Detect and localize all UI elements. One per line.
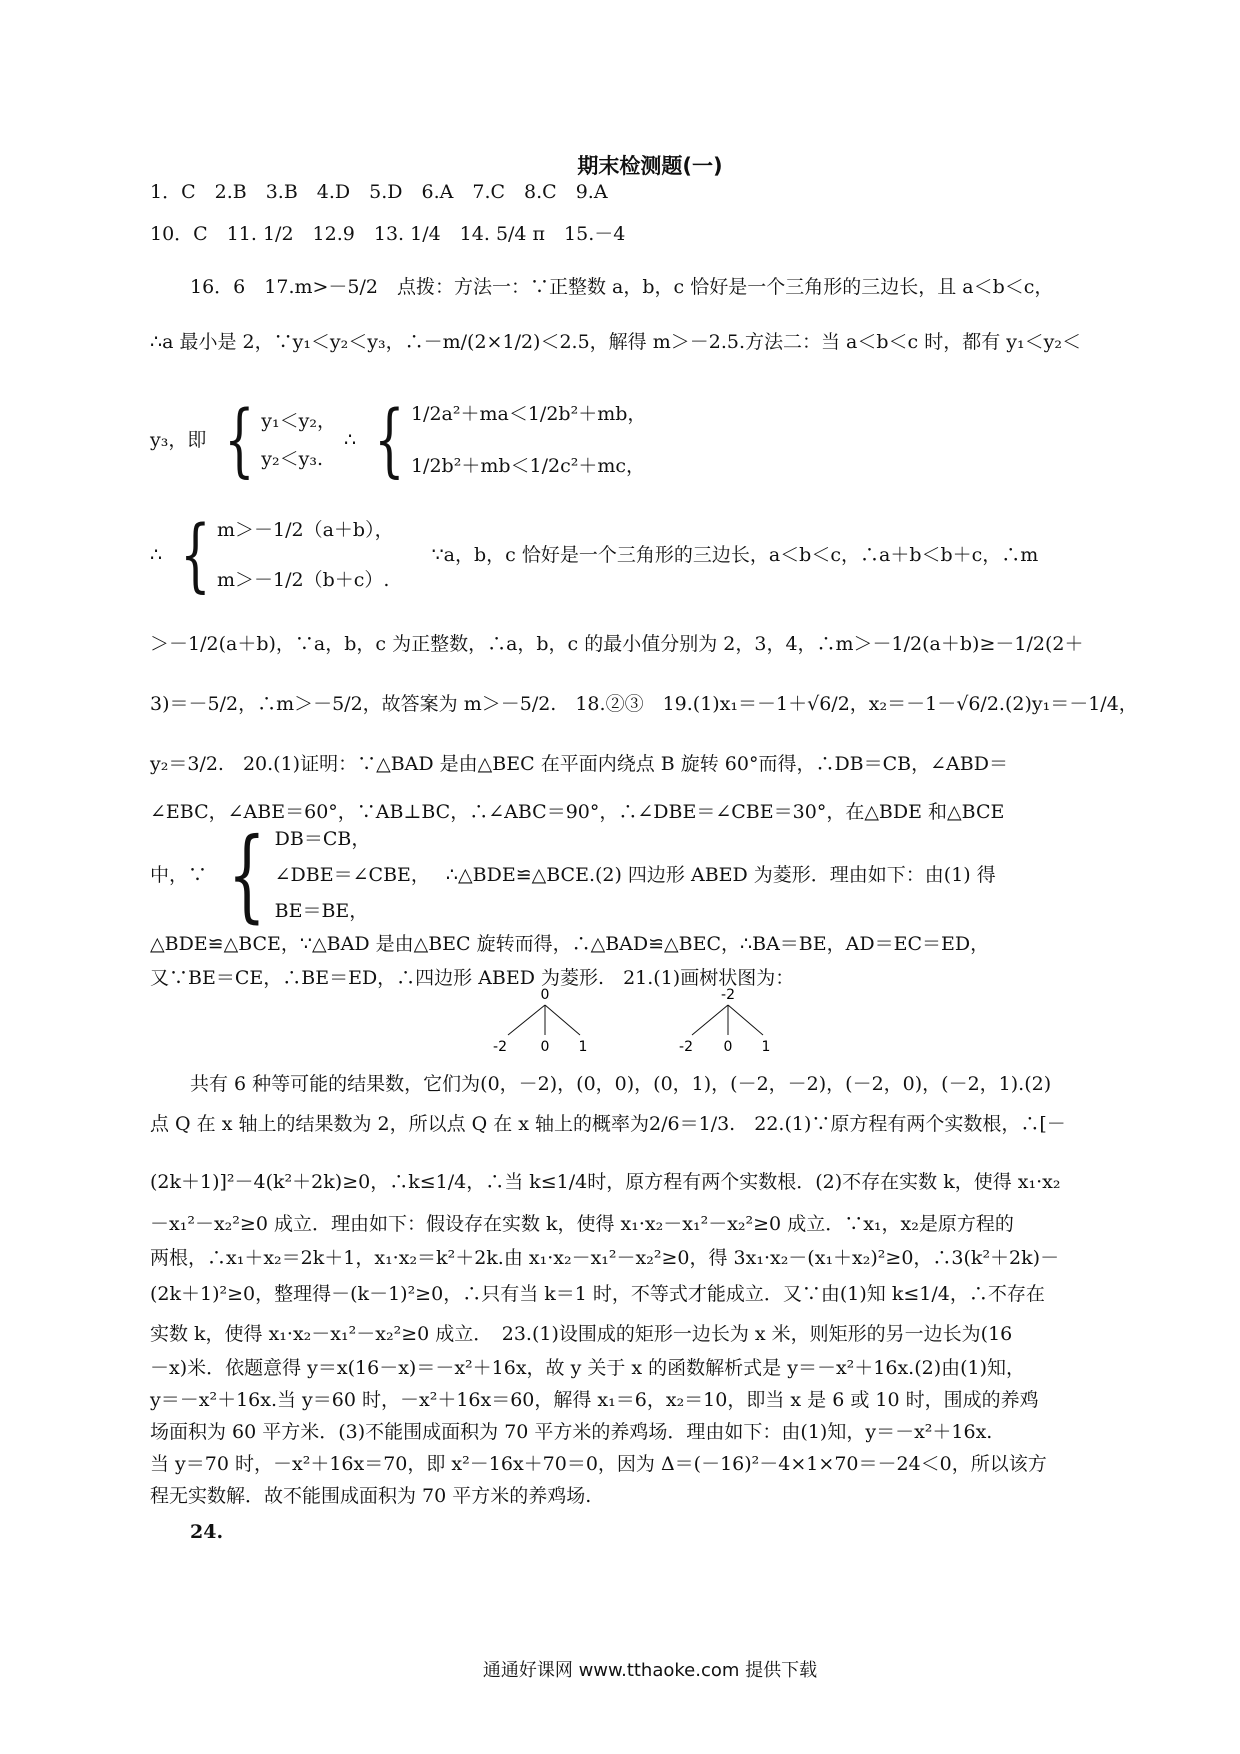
q20-line-3-prefix: 中，∵ — [150, 864, 208, 886]
q16-line-4-prefix: ∴ — [150, 544, 163, 566]
case-line: m＞－1/2（a＋b）， — [217, 519, 394, 541]
case-line: m＞－1/2（b＋c）. — [217, 569, 390, 591]
q16-line-2: ∴a 最小是 2，∵y₁＜y₂＜y₃，∴－m/(2×1/2)＜2.5，解得 m＞－2.5.方法二：当 a＜b＜c 时，都有 y₁＜y₂＜ — [150, 331, 1081, 353]
case-line: 1/2a²＋ma＜1/2b²＋mb， — [410, 403, 647, 425]
tree-diagram-1 — [480, 985, 610, 1055]
q16-line-3-prefix: y₃，即 — [150, 429, 207, 451]
q16-line-3-therefore: ∴ — [343, 429, 357, 451]
tree-diagram-2 — [670, 985, 790, 1055]
tree-leaf: 1 — [578, 1039, 588, 1055]
tree-root: -2 — [721, 987, 735, 1003]
left-brace-icon: { — [224, 393, 256, 486]
left-brace-icon: { — [180, 508, 211, 601]
case-line: ∠DBE＝∠CBE， — [274, 864, 430, 886]
q22-line-2: －x₁²－x₂²≥0 成立．理由如下：假设存在实数 k，使得 x₁·x₂－x₁²－x₂²≥0 成立．∵x₁，x₂是原方程的 — [150, 1213, 1014, 1235]
q23-line-1: －x)米．依题意得 y＝x(16－x)＝－x²＋16x，故 y 关于 x 的函数解析式是 y＝－x²＋16x.(2)由(1)知， — [150, 1357, 1026, 1379]
q23-line-5: 程无实数解．故不能围成面积为 70 平方米的养鸡场. — [150, 1485, 592, 1507]
case-group-4 — [215, 816, 430, 933]
q22-line-4: (2k＋1)²≥0，整理得－(k－1)²≥0，∴只有当 k＝1 时，不等式才能成立．又∵由(1)知 k≤1/4，∴不存在 — [150, 1283, 1045, 1305]
case-group-2 — [364, 393, 647, 486]
left-brace-icon: { — [227, 816, 266, 933]
q16-line-3 — [150, 390, 1095, 490]
tree-root: 0 — [540, 987, 550, 1003]
q22-line-5: 实数 k，使得 x₁·x₂－x₁²－x₂²≥0 成立． 23.(1)设围成的矩形一边长为 x 米，则矩形的另一边长为(16 — [150, 1323, 1013, 1345]
case-line: y₁＜y₂， — [261, 410, 336, 432]
q21-line-2: 点 Q 在 x 轴上的结果数为 2，所以点 Q 在 x 轴上的概率为2/6＝1/3. 22.(1)∵原方程有两个实数根，∴[－ — [150, 1113, 1066, 1135]
case-line: BE＝BE， — [274, 900, 369, 922]
case-line: y₂＜y₃. — [261, 448, 324, 470]
tree-leaf: 1 — [761, 1039, 771, 1055]
q16-line-4-text: ∵a，b，c 恰好是一个三角形的三边长，a＜b＜c，∴a＋b＜b＋c，∴m — [431, 544, 1039, 566]
q16-line-5: ＞－1/2(a＋b)，∵a，b，c 为正整数，∴a，b，c 的最小值分别为 2，3，4，∴m＞－1/2(a＋b)≥－1/2(2＋ — [150, 633, 1084, 655]
q22-line-3: 两根，∴x₁＋x₂＝2k＋1，x₁·x₂＝k²＋2k.由 x₁·x₂－x₁²－x₂²≥0，得 3x₁·x₂－(x₁＋x₂)²≥0，∴3(k²＋2k)－ — [150, 1247, 1060, 1269]
tree-leaf: 0 — [540, 1039, 550, 1055]
q23-line-3: 场面积为 60 平方米．(3)不能围成面积为 70 平方米的养鸡场．理由如下：由(1)知，y＝－x²＋16x. — [150, 1421, 993, 1443]
case-line: DB＝CB， — [274, 828, 371, 850]
q16-line-6: 3)＝－5/2，∴m＞－5/2，故答案为 m＞－5/2. 18.②③ 19.(1)x₁＝－1＋√6/2，x₂＝－1－√6/2.(2)y₁＝－1/4， — [150, 693, 1138, 715]
q21-line-1: 共有 6 种等可能的结果数，它们为(0，－2)，(0，0)，(0，1)，(－2，－2)，(－2，0)，(－2，1).(2) — [190, 1073, 1052, 1095]
q20-line-1: y₂＝3/2. 20.(1)证明：∵△BAD 是由△BEC 在平面内绕点 B 旋转 60°而得，∴DB＝CB，∠ABD＝ — [150, 753, 1008, 775]
q20-line-3 — [150, 816, 1095, 933]
left-brace-icon: { — [374, 393, 405, 486]
footer-source: 通通好课网 www.tthaoke.com 提供下载 — [482, 1660, 818, 1681]
tree-leaf: -2 — [493, 1039, 507, 1055]
q23-line-2: y＝－x²＋16x.当 y＝60 时，－x²＋16x＝60，解得 x₁＝6，x₂＝10，即当 x 是 6 或 10 时，围成的养鸡 — [150, 1389, 1039, 1411]
q20-line-4: △BDE≌△BCE，∵△BAD 是由△BEC 旋转而得，∴△BAD≌△BEC，∴BA＝BE，AD＝EC＝ED， — [150, 933, 990, 955]
answers-line-1: 1．C 2.B 3.B 4.D 5.D 6.A 7.C 8.C 9.A — [150, 181, 608, 203]
q20-line-5: 又∵BE＝CE，∴BE＝ED，∴四边形 ABED 为菱形. 21.(1)画树状图为： — [150, 967, 795, 989]
q16-line-4 — [150, 510, 1095, 600]
page-title: 期末检测题(一) — [577, 154, 723, 178]
q24-label: 24. — [190, 1521, 224, 1543]
case-group-3 — [170, 508, 394, 601]
answers-line-2: 10．C 11. 1/2 12.9 13. 1/4 14. 5/4 π 15.－4 — [150, 223, 626, 245]
case-group-1 — [214, 393, 336, 486]
q23-line-4: 当 y＝70 时，－x²＋16x＝70，即 x²－16x＋70＝0，因为 Δ＝(－16)²－4×1×70＝－24＜0，所以该方 — [150, 1453, 1047, 1475]
tree-leaf: -2 — [679, 1039, 693, 1055]
q16-line-1: 16．6 17.m>－5/2 点拨：方法一：∵正整数 a，b，c 恰好是一个三角形的三边长，且 a＜b＜c， — [190, 276, 1054, 298]
q20-line-2: ∠EBC，∠ABE＝60°，∵AB⊥BC，∴∠ABC＝90°，∴∠DBE＝∠CBE＝30°，在△BDE 和△BCE — [150, 801, 1005, 823]
tree-leaf: 0 — [723, 1039, 733, 1055]
q20-line-3-text: ∴△BDE≌△BCE.(2) 四边形 ABED 为菱形．理由如下：由(1) 得 — [445, 864, 996, 886]
case-line: 1/2b²＋mb＜1/2c²＋mc， — [410, 455, 645, 477]
q22-line-1: (2k＋1)]²－4(k²＋2k)≥0，∴k≤1/4，∴当 k≤1/4时，原方程有两个实数根．(2)不存在实数 k，使得 x₁·x₂ — [150, 1171, 1061, 1193]
